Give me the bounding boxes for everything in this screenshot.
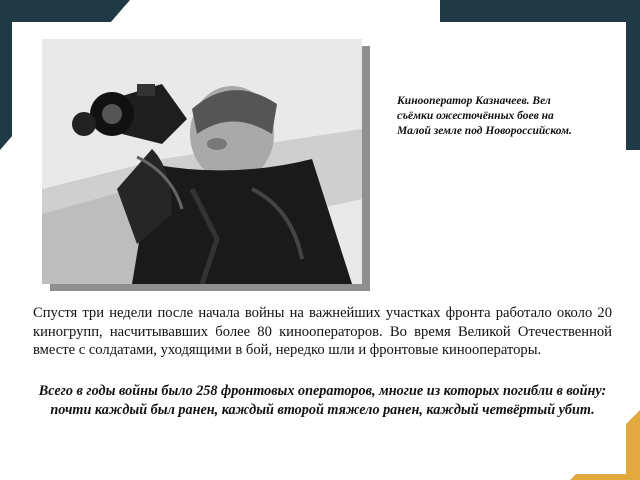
slide [12,22,626,474]
cameraman-photo [42,39,362,284]
emphasis-paragraph: Всего в годы войны было 258 фронтовых операторов, многие из которых погибли в войну: почти каждый был ранен, каждый второй тяжело ранен, каждый четвёртый убит. [38,383,607,418]
main-paragraph: Спустя три недели после начала войны на важнейших участках фронта работало около 20 киногрупп, насчитывавших более 80 кинооператоров. Во время Великой Отечественной вместе с солдатами, уходящими в бой, нередко шли и фронтовые кинооператоры. [33,305,612,358]
cameraman-illustration [42,39,362,284]
photo-caption: Кинооператор Казначеев. Вел съёмки ожесточённых боев на Малой земле под Новороссийском. [397,95,572,137]
